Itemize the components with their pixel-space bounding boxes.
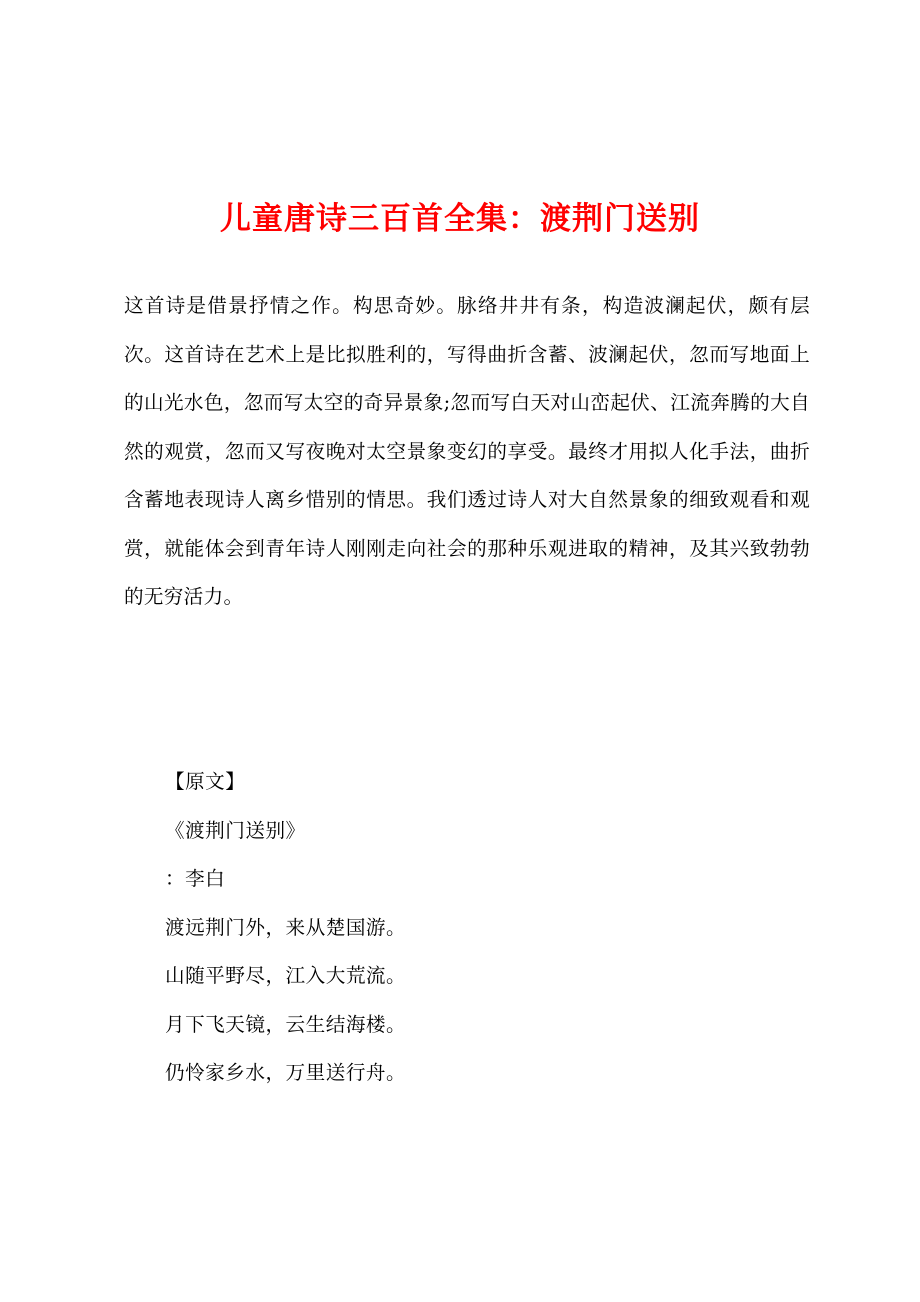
poem-line: 山随平野尽，江入大荒流。 xyxy=(165,964,407,987)
poem-line: 月下飞天镜，云生结海楼。 xyxy=(165,1012,407,1036)
intro-paragraph: 这首诗是借景抒情之作。构思奇妙。脉络井井有条，构造波澜起伏，颇有层次。这首诗在艺术上是比拟胜利的，写得曲折含蓄、波澜起伏，忽而写地面上的山光水色，忽而写太空的奇异景象;忽而写白天对山峦起伏、江流奔腾的大自然的观赏，忽而又写夜晚对太空景象变幻的享受。最终才用拟人化手法，曲折含蓄地表现诗人离乡惜别的情思。我们透过诗人对大自然景象的细致观看和观赏，就能体会到青年诗人刚刚走向社会的那种乐观进取的精神，及其兴致勃勃的无穷活力。 xyxy=(124,294,810,608)
page-title: 儿童唐诗三百首全集：渡荆门送别 xyxy=(220,201,700,237)
original-heading: 【原文】 xyxy=(165,770,246,793)
original-text-section xyxy=(165,758,406,1098)
poem-title: 《渡荆门送别》 xyxy=(165,818,306,842)
poem-line: 渡远荆门外，来从楚国游。 xyxy=(165,915,407,939)
poem-author: ：李白 xyxy=(165,867,226,890)
poem-line: 仍怜家乡水，万里送行舟。 xyxy=(165,1061,407,1084)
